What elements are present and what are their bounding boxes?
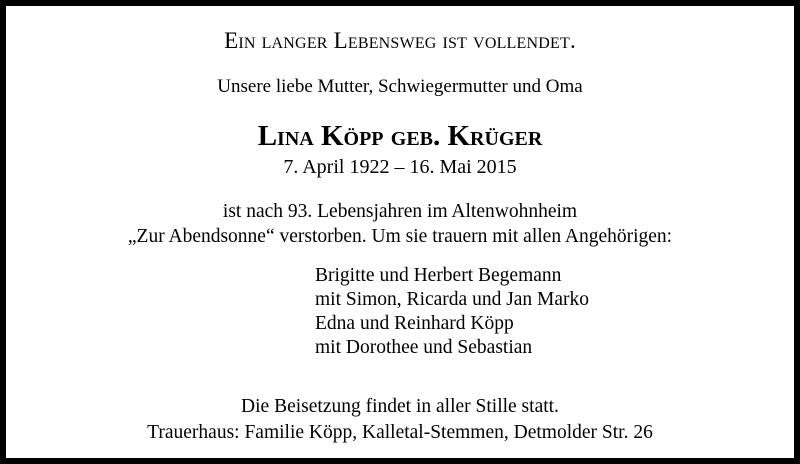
mourner-line: mit Dorothee und Sebastian [315,337,533,358]
headline: Ein langer Lebensweg ist vollendet. [224,28,576,53]
funeral-note: Die Beisetzung findet in aller Stille statt. [241,396,559,417]
life-dates: 7. April 1922 – 16. Mai 2015 [283,156,517,178]
mourner-line: mit Simon, Ricarda und Jan Marko [315,289,590,310]
announcement-line-1: ist nach 93. Lebensjahren im Altenwohnheim [222,201,578,222]
mourning-house: Trauerhaus: Familie Köpp, Kalletal-Stemmen, Detmolder Str. 26 [147,422,653,443]
mourners-list [315,264,589,360]
mourner-line: Edna und Reinhard Köpp [315,313,514,334]
announcement-line-2: „Zur Abendsonne“ verstorben. Um sie trauern mit allen Angehörigen: [127,226,673,247]
mourner-line: Brigitte und Herbert Begemann [315,265,562,286]
intro-text: Unsere liebe Mutter, Schwiegermutter und Oma [217,76,583,97]
deceased-name: Lina Köpp geb. Krüger [257,120,543,152]
